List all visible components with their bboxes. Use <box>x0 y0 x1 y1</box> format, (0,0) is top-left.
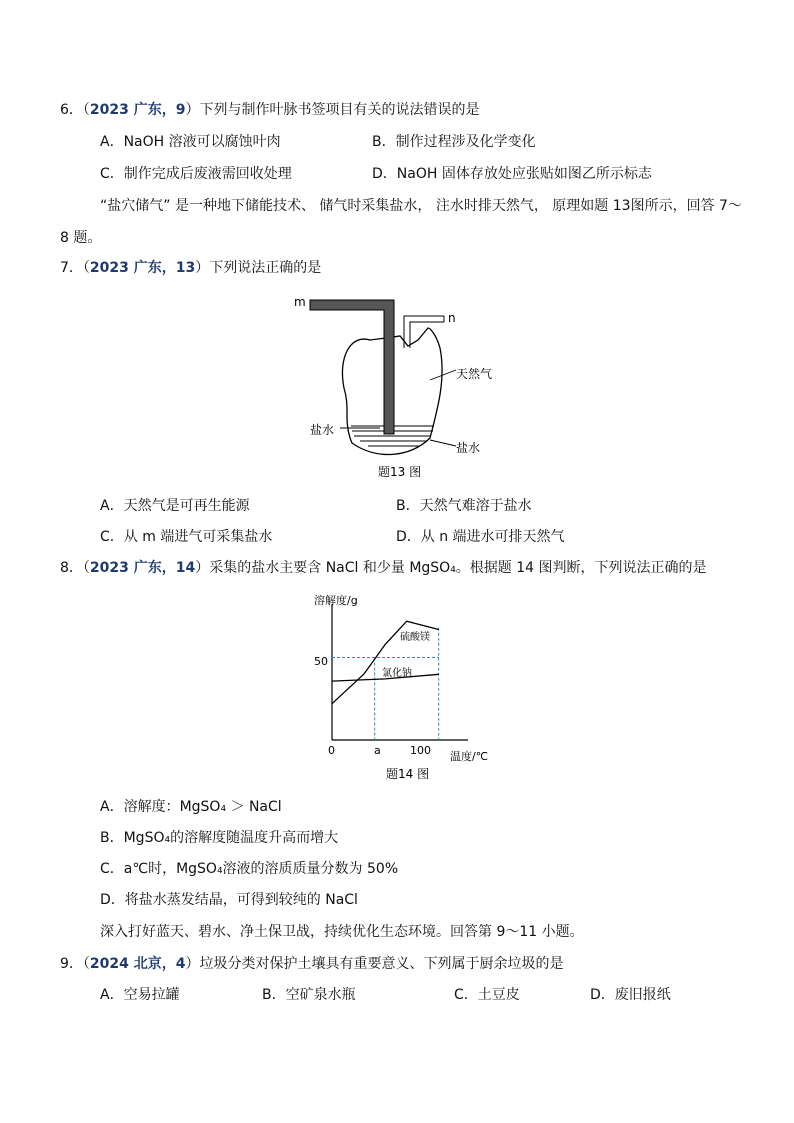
tick-label-100: 100 <box>410 744 431 757</box>
tick-label-0: 0 <box>328 744 335 757</box>
label-natural-gas: 天然气 <box>456 367 493 381</box>
question-number: 8． <box>60 560 83 576</box>
option-a: A．天然气是可再生能源 <box>100 498 250 514</box>
option-b: B．MgSO₄的溶解度随温度升高而增大 <box>100 830 339 846</box>
question-source: 2023 广东，13 <box>89 260 196 276</box>
option-b: B．空矿泉水瓶 <box>262 987 356 1003</box>
m-pipe <box>310 300 394 434</box>
question-7-stem: 7．（2023 广东，13）下列说法正确的是 <box>60 260 322 276</box>
option-d: D．废旧报纸 <box>590 987 671 1003</box>
question-number: 9． <box>60 956 83 972</box>
figure-caption: 题14 图 <box>386 767 430 781</box>
intro-paragraph: 深入打好蓝天、碧水、净土保卫战，持续优化生态环境。回答第 9～11 小题。 <box>100 924 584 940</box>
label-m: m <box>294 295 306 309</box>
figure-caption: 题13 图 <box>378 465 422 479</box>
option-c: C．从 m 端进气可采集盐水 <box>100 529 273 545</box>
tick-label-a: a <box>374 744 381 757</box>
question-number: 7． <box>60 260 83 276</box>
tick-label-50: 50 <box>314 655 328 668</box>
question-text: 采集的盐水主要含 NaCl 和少量 MgSO₄。根据题 14 图判断，下列说法正确的是 <box>209 560 707 576</box>
label-n: n <box>448 311 456 325</box>
y-axis-label: 溶解度/g <box>314 594 358 607</box>
question-6-stem: 6．（2023 广东，9）下列与制作叶脉书签项目有关的说法错误的是 <box>60 102 480 118</box>
salt-cavern-figure <box>280 288 500 488</box>
question-text: 下列说法正确的是 <box>209 260 322 276</box>
question-source: 2024 北京，4 <box>89 956 186 972</box>
series-label-mgso4: 硫酸镁 <box>400 632 430 643</box>
option-a: A．溶解度：MgSO₄ ＞ NaCl <box>100 799 282 815</box>
option-c: C．土豆皮 <box>454 987 520 1003</box>
option-d: D．将盐水蒸发结晶，可得到较纯的 NaCl <box>100 892 358 908</box>
question-number: 6． <box>60 102 83 118</box>
solubility-chart <box>300 590 500 786</box>
question-text: 垃圾分类对保护土壤具有重要意义、下列属于厨余垃圾的是 <box>199 956 564 972</box>
intro-paragraph-line1: “盐穴储气” 是一种地下储能技术、 储气时采集盐水， 注水时排天然气， 原理如题 13图所示，回答 7～ <box>100 198 742 214</box>
option-d: D．从 n 端进水可排天然气 <box>396 529 565 545</box>
option-d: D．NaOH 固体存放处应张贴如图乙所示标志 <box>372 166 652 182</box>
x-axis-label: 温度/℃ <box>450 750 489 763</box>
question-8-stem: 8．（2023 广东，14）采集的盐水主要含 NaCl 和少量 MgSO₄。根据题 14 图判断，下列说法正确的是 <box>60 560 707 576</box>
option-b: B．天然气难溶于盐水 <box>396 498 532 514</box>
option-c: C．制作完成后废液需回收处理 <box>100 166 292 182</box>
question-source: 2023 广东，14 <box>89 560 196 576</box>
intro-paragraph-line2: 8 题。 <box>60 230 102 246</box>
question-text: 下列与制作叶脉书签项目有关的说法错误的是 <box>199 102 480 118</box>
label-brine-left: 盐水 <box>310 423 335 437</box>
option-a: A．空易拉罐 <box>100 987 180 1003</box>
question-source: 2023 广东，9 <box>89 102 186 118</box>
option-c: C．a℃时，MgSO₄溶液的溶质质量分数为 50% <box>100 861 399 877</box>
label-brine-right: 盐水 <box>456 441 481 455</box>
option-a: A．NaOH 溶液可以腐蚀叶肉 <box>100 134 281 150</box>
question-9-stem: 9．（2024 北京，4）垃圾分类对保护土壤具有重要意义、下列属于厨余垃圾的是 <box>60 956 564 972</box>
series-label-nacl: 氯化钠 <box>382 668 412 679</box>
option-b: B．制作过程涉及化学变化 <box>372 134 536 150</box>
